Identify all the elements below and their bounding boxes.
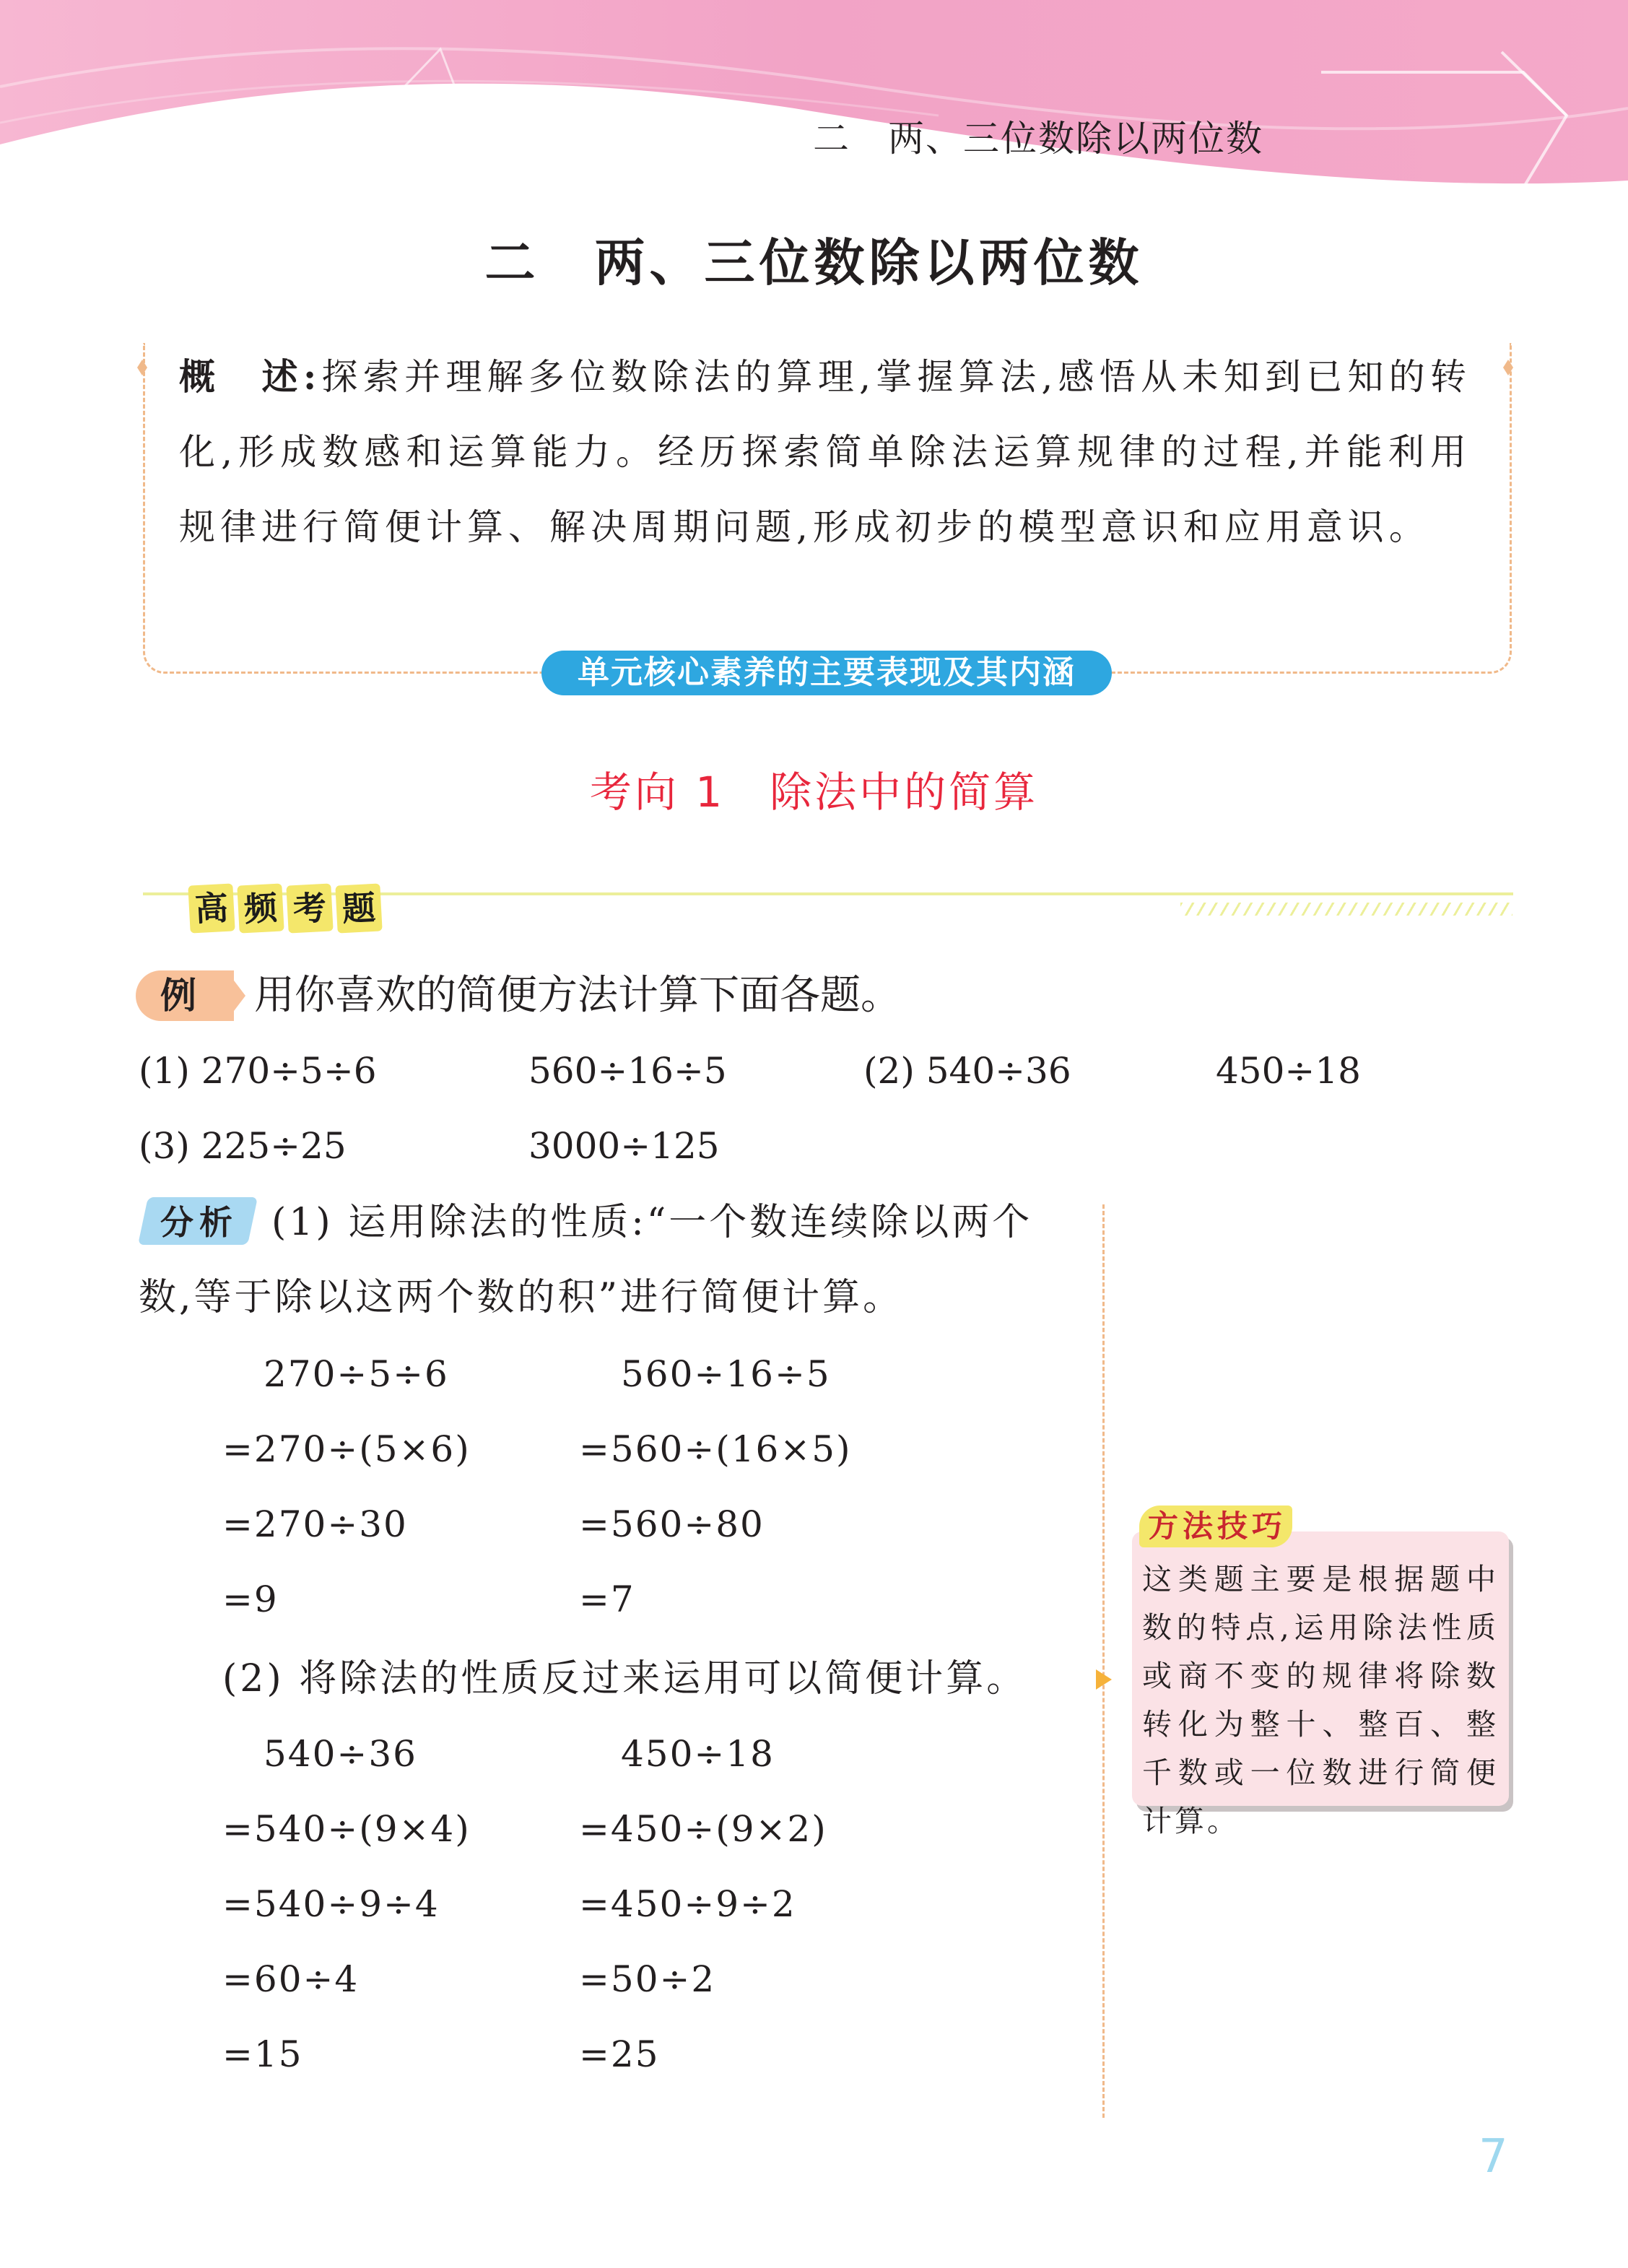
analysis-part2-intro: (2) 将除法的性质反过来运用可以简便计算。	[222, 1657, 1027, 1700]
calc-step: =560÷(16×5)	[579, 1428, 852, 1470]
example-badge-label: 例	[160, 974, 196, 1017]
method-tip-title: 方法技巧	[1148, 1508, 1287, 1544]
example-badge-arrow	[230, 975, 245, 1017]
example-prompt: 用你喜欢的简便方法计算下面各题。	[254, 972, 901, 1019]
high-frequency-tag	[189, 885, 386, 932]
problem-1b: 560÷16÷5	[528, 1050, 727, 1092]
calc-step: =7	[579, 1578, 635, 1620]
overview-label: 概 述:	[179, 355, 322, 398]
calc-step: 270÷5÷6	[264, 1353, 449, 1395]
analysis-line-2: 数,等于除以这两个数的积”进行简便计算。	[139, 1276, 904, 1319]
header-band	[0, 0, 1628, 202]
page-number: 7	[1479, 2130, 1508, 2184]
overview-paragraph	[179, 339, 1471, 565]
calc-step: =450÷(9×2)	[579, 1808, 827, 1850]
section-divider-hatch	[1180, 903, 1512, 916]
problem-2b: 450÷18	[1216, 1050, 1361, 1092]
tag-char: 考	[286, 883, 333, 933]
tag-char: 高	[188, 883, 235, 933]
calc-step: =9	[222, 1578, 279, 1620]
overview-text: 探索并理解多位数除法的算理,掌握算法,感悟从未知到已知的转化,形成数感和运算能力。经历探索简单除法运算规律的过程,并能利用规律进行简便计算、解决周期问题,形成初步的模型意识和应用意识。	[179, 356, 1471, 548]
calc-step: =270÷(5×6)	[222, 1428, 471, 1470]
calc-step: =540÷9÷4	[222, 1883, 440, 1925]
problem-1a: (1) 270÷5÷6	[139, 1050, 377, 1092]
calc-step: =25	[579, 2033, 660, 2075]
analysis-badge-label: 分析	[160, 1203, 238, 1242]
calc-step: =540÷(9×4)	[222, 1808, 471, 1850]
problem-3b: 3000÷125	[528, 1125, 720, 1167]
tip-pointer-icon	[1096, 1669, 1112, 1690]
calc-step: 560÷16÷5	[621, 1353, 831, 1395]
problem-2a: (2) 540÷36	[863, 1050, 1071, 1092]
section-title: 考向 1 除法中的简算	[589, 768, 1039, 817]
analysis-divider	[1102, 1204, 1105, 2118]
chapter-title: 二 两、三位数除以两位数	[484, 233, 1144, 292]
calc-step: =560÷80	[579, 1503, 765, 1545]
core-literacy-banner: 单元核心素养的主要表现及其内涵	[541, 651, 1112, 695]
method-tip-text: 这类题主要是根据题中数的特点,运用除法性质或商不变的规律将除数转化为整十、整百、整千数或一位数进行简便计算。	[1142, 1562, 1499, 1838]
tag-char: 频	[237, 883, 284, 933]
calc-step: =450÷9÷2	[579, 1883, 796, 1925]
running-header-title: 二 两、三位数除以两位数	[813, 118, 1263, 160]
calc-step: =60÷4	[222, 1958, 360, 2000]
calc-step: 540÷36	[264, 1733, 417, 1775]
calc-step: 450÷18	[621, 1733, 775, 1775]
analysis-line-1: (1) 运用除法的性质:“一个数连续除以两个	[271, 1201, 1033, 1244]
calc-step: =50÷2	[579, 1958, 716, 2000]
problem-3a: (3) 225÷25	[139, 1125, 347, 1167]
tag-char: 题	[335, 883, 382, 933]
calc-step: =15	[222, 2033, 303, 2075]
calc-step: =270÷30	[222, 1503, 408, 1545]
